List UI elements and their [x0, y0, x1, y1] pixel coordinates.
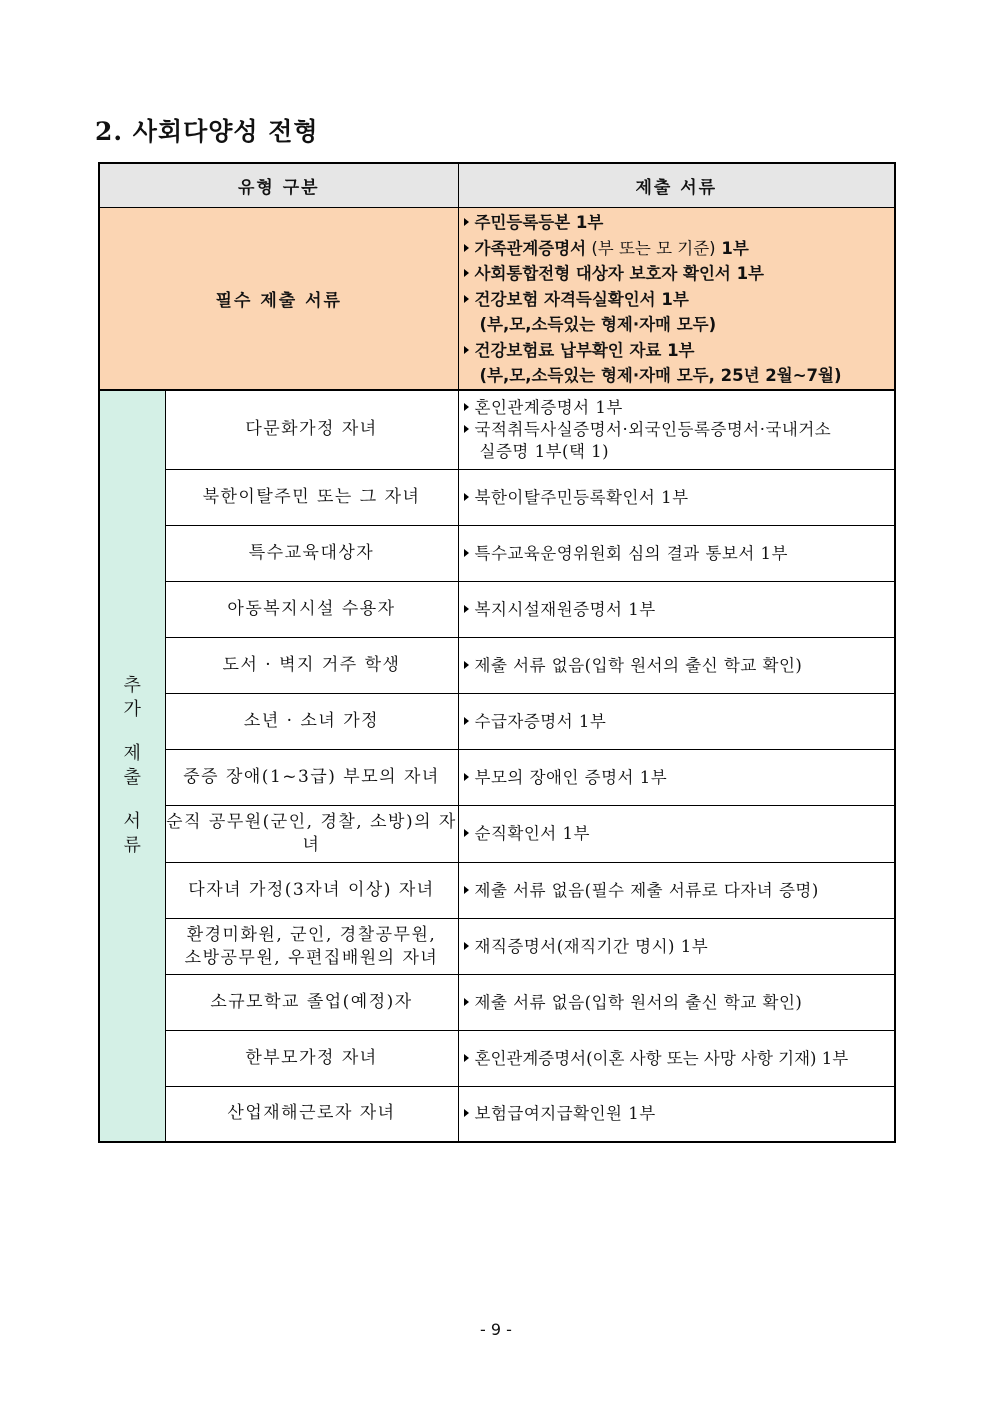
- table-row: [99, 750, 895, 806]
- additional-label-char: 서: [123, 810, 141, 832]
- table-row: [99, 1087, 895, 1142]
- category-cell: [165, 1031, 458, 1087]
- bullet-triangle-icon: [464, 346, 469, 354]
- documents-cell: [458, 1087, 895, 1142]
- bullet-triangle-icon: [464, 717, 469, 725]
- required-item: 사회통합전형 대상자 보호자 확인서 1부: [464, 261, 891, 287]
- documents-cell: [458, 390, 895, 470]
- required-item: 주민등록등본 1부: [464, 210, 891, 236]
- bullet-triangle-icon: [464, 942, 469, 950]
- documents-cell: [458, 638, 895, 694]
- table-row: [99, 1031, 895, 1087]
- bullet-triangle-icon: [464, 549, 469, 557]
- table-row: [99, 694, 895, 750]
- table-row: [99, 863, 895, 919]
- bullet-triangle-icon: [464, 829, 469, 837]
- additional-label-char: 제: [123, 742, 141, 764]
- required-item: 건강보험 자격득실확인서 1부 (부,모,소득있는 형제·자매 모두): [464, 287, 891, 338]
- category-cell: [165, 638, 458, 694]
- category-line: 환경미화원, 군인, 경찰공무원,: [186, 924, 437, 945]
- bullet-triangle-icon: [464, 886, 469, 894]
- category-cell: [165, 806, 458, 863]
- header-category: 유형 구분: [99, 163, 458, 208]
- category-line: 순직 공무원(군인, 경찰, 소방)의 자녀: [166, 812, 457, 855]
- documents-cell: [458, 1031, 895, 1087]
- additional-label-char: 류: [123, 834, 141, 856]
- category-cell: [165, 694, 458, 750]
- required-label: 필수 제출 서류: [99, 208, 458, 390]
- table-row: [99, 806, 895, 863]
- documents-cell: [458, 526, 895, 582]
- additional-label-char: 출: [123, 766, 141, 788]
- documents-cell: [458, 975, 895, 1031]
- header-documents: 제출 서류: [458, 163, 895, 208]
- bullet-triangle-icon: [464, 1054, 469, 1062]
- category-cell: [165, 750, 458, 806]
- category-line: 소규모학교 졸업(예정)자: [210, 992, 413, 1012]
- document-line: 수급자증명서 1부: [464, 711, 895, 733]
- documents-cell: [458, 919, 895, 975]
- bullet-triangle-icon: [464, 244, 469, 252]
- document-line: 부모의 장애인 증명서 1부: [464, 767, 895, 789]
- documents-cell: [458, 694, 895, 750]
- table-row: [99, 919, 895, 975]
- bullet-triangle-icon: [464, 661, 469, 669]
- documents-cell: [458, 750, 895, 806]
- category-line: 북한이탈주민 또는 그 자녀: [202, 487, 421, 507]
- bullet-triangle-icon: [464, 269, 469, 277]
- category-line: 산업재해근로자 자녀: [227, 1103, 396, 1124]
- page-number: - 9 -: [480, 1320, 512, 1339]
- table-row: [99, 582, 895, 638]
- document-line: 북한이탈주민등록확인서 1부: [464, 487, 895, 509]
- bullet-triangle-icon: [464, 605, 469, 613]
- document-line: 제출 서류 없음(필수 제출 서류로 다자녀 증명): [464, 880, 895, 902]
- category-line: 중증 장애(1~3급) 부모의 자녀: [183, 767, 440, 787]
- bullet-triangle-icon: [464, 773, 469, 781]
- category-cell: [165, 390, 458, 470]
- category-cell: [165, 526, 458, 582]
- documents-table: [98, 162, 896, 1143]
- table-row: [99, 390, 895, 470]
- bullet-triangle-icon: [464, 295, 469, 303]
- document-line: 실증명 1부(택 1): [479, 441, 610, 461]
- category-cell: [165, 582, 458, 638]
- document-line: 특수교육운영위원회 심의 결과 통보서 1부: [464, 543, 895, 565]
- table-header-row: [99, 163, 895, 208]
- document-line: 재직증명서(재직기간 명시) 1부: [464, 936, 895, 958]
- document-line: 국적취득사실증명서·외국인등록증명서·국내거소: [464, 419, 895, 441]
- additional-rows: [99, 390, 895, 1142]
- required-item: 건강보험료 납부확인 자료 1부 (부,모,소득있는 형제·자매 모두, 25년 2월~7월): [464, 338, 891, 389]
- category-line: 한부모가정 자녀: [245, 1048, 378, 1068]
- section-title: 2. 사회다양성 전형: [95, 117, 319, 146]
- required-row: [99, 208, 895, 390]
- category-line: 소년 · 소녀 가정: [243, 711, 380, 731]
- bullet-triangle-icon: [464, 998, 469, 1006]
- category-cell: [165, 975, 458, 1031]
- required-docs: [458, 208, 895, 390]
- table-row: [99, 470, 895, 526]
- documents-cell: [458, 470, 895, 526]
- category-line: 다문화가정 자녀: [245, 419, 378, 440]
- documents-cell: [458, 806, 895, 863]
- category-cell: [165, 919, 458, 975]
- document-line: 제출 서류 없음(입학 원서의 출신 학교 확인): [464, 992, 895, 1014]
- category-cell: [165, 1087, 458, 1142]
- document-line: 순직확인서 1부: [464, 823, 895, 845]
- documents-cell: [458, 863, 895, 919]
- document-line: 제출 서류 없음(입학 원서의 출신 학교 확인): [464, 655, 895, 677]
- table-row: [99, 638, 895, 694]
- table-row: [99, 975, 895, 1031]
- document-line: 보험급여지급확인원 1부: [464, 1103, 895, 1125]
- document-line: 복지시설재원증명서 1부: [464, 599, 895, 621]
- category-cell: [165, 863, 458, 919]
- category-line: 아동복지시설 수용자: [227, 599, 396, 619]
- category-cell: [165, 470, 458, 526]
- additional-label-char: 추: [123, 674, 141, 696]
- required-item: 가족관계증명서 (부 또는 모 기준) 1부: [464, 236, 891, 262]
- category-line: 도서 · 벽지 거주 학생: [222, 655, 401, 675]
- table-row: [99, 526, 895, 582]
- category-line: 소방공무원, 우편집배원의 자녀: [184, 947, 439, 968]
- bullet-triangle-icon: [464, 425, 469, 433]
- bullet-triangle-icon: [464, 403, 469, 411]
- category-line: 특수교육대상자: [248, 543, 375, 563]
- document-line: 혼인관계증명서(이혼 사항 또는 사망 사항 기재) 1부: [464, 1048, 895, 1070]
- bullet-triangle-icon: [464, 218, 469, 226]
- bullet-triangle-icon: [464, 1109, 469, 1117]
- document-line: 혼인관계증명서 1부: [464, 397, 895, 419]
- additional-label-char: 가: [123, 698, 141, 720]
- category-line: 다자녀 가정(3자녀 이상) 자녀: [188, 880, 435, 900]
- additional-docs-label: [99, 390, 165, 1142]
- bullet-triangle-icon: [464, 493, 469, 501]
- documents-cell: [458, 582, 895, 638]
